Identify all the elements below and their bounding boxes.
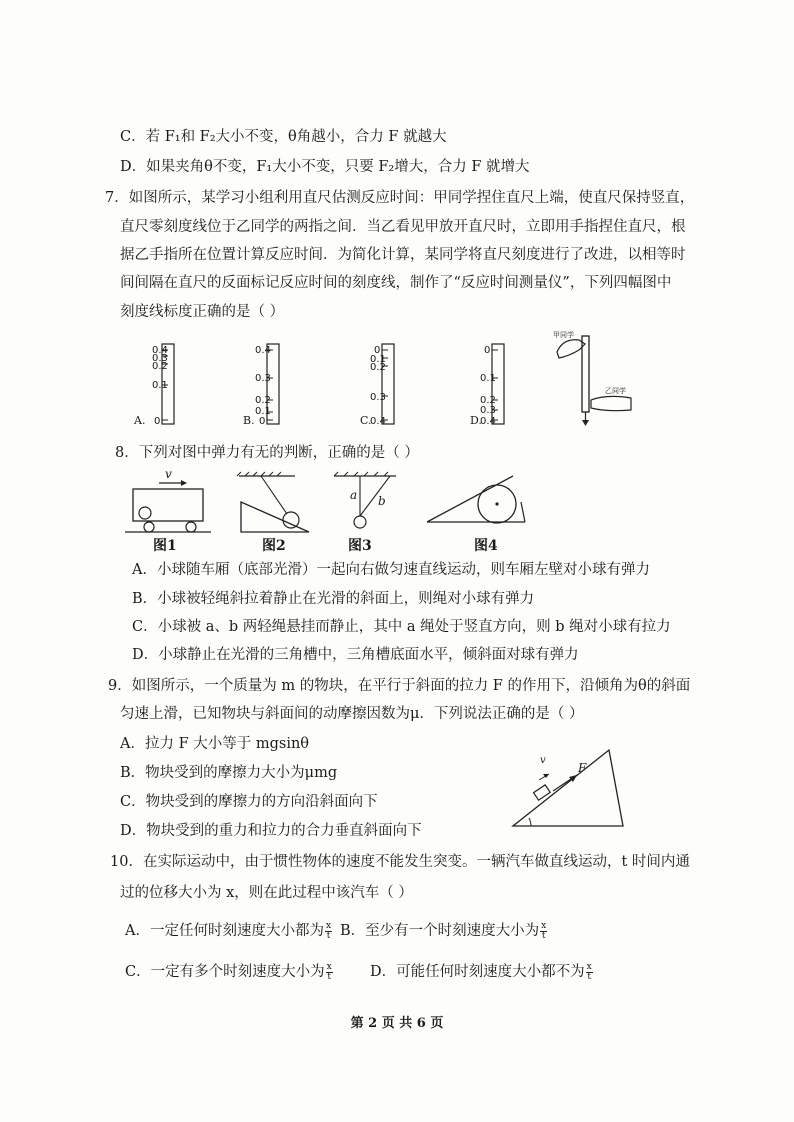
rope-a-label: a bbox=[350, 488, 358, 502]
fig-caption: 图3 bbox=[348, 538, 372, 554]
q6-option-c: C．若 F₁和 F₂大小不变，θ角越小，合力 F 就越大 bbox=[120, 129, 447, 145]
ruler-tick-label: 0.1 bbox=[152, 380, 168, 391]
q9-option-b: B．物块受到的摩擦力大小为μmg bbox=[120, 765, 338, 781]
velocity-label: v bbox=[165, 467, 172, 481]
fraction-numerator: x bbox=[586, 961, 592, 972]
q10-option-a-text: A．一定任何时刻速度大小都为 bbox=[125, 923, 324, 939]
q9-stem-line: 匀速上滑，已知物块与斜面间的动摩擦因数为μ．下列说法正确的是（ ） bbox=[120, 706, 584, 722]
q10-stem-line: 过的位移大小为 x，则在此过程中该汽车（ ） bbox=[120, 885, 413, 901]
q8-option-c: C．小球被 a、b 两轻绳悬挂而静止，其中 a 绳处于竖直方向，则 b 绳对小球有拉力 bbox=[132, 619, 671, 635]
q8-option-d: D．小球静止在光滑的三角槽中，三角槽底面水平，倾斜面对球有弹力 bbox=[132, 647, 579, 663]
q9-incline-figure bbox=[505, 748, 630, 833]
ruler-tick-label: 0.3 bbox=[480, 405, 496, 416]
q10-option-b bbox=[340, 921, 547, 941]
ruler-tick-label: 0.4 bbox=[370, 416, 386, 427]
q10-stem-line: 10．在实际运动中，由于惯性物体的速度不能发生突变。一辆汽车做直线运动，t 时间内通 bbox=[110, 854, 690, 870]
reaction-time-illustration bbox=[545, 330, 665, 430]
ruler-figure-d bbox=[470, 340, 530, 430]
ruler-figure-b bbox=[245, 340, 305, 430]
fraction-denominator: t bbox=[587, 971, 591, 982]
q8-option-b: B．小球被轻绳斜拉着静止在光滑的斜面上，则绳对小球有弹力 bbox=[132, 591, 535, 607]
q10-option-c-text: C．一定有多个时刻速度大小为 bbox=[125, 964, 325, 980]
fraction-x-over-t bbox=[326, 963, 333, 982]
fraction-denominator: t bbox=[327, 971, 331, 982]
q9-velocity-label: v bbox=[540, 755, 546, 766]
hand-label-yi: 乙同学 bbox=[605, 387, 626, 395]
fraction-denominator: t bbox=[541, 930, 546, 941]
hand-label-jia: 甲同学 bbox=[553, 331, 574, 339]
ruler-tick-label: 0 bbox=[484, 345, 491, 356]
fraction-numerator: x bbox=[326, 961, 332, 972]
ruler-tick-label: 0 bbox=[259, 416, 266, 427]
q9-option-c: C．物块受到的摩擦力的方向沿斜面向下 bbox=[120, 794, 378, 810]
q8-option-a: A．小球随车厢（底部光滑）一起向右做匀速直线运动，则车厢左壁对小球有弹力 bbox=[132, 562, 650, 578]
fraction-x-over-t bbox=[540, 922, 547, 941]
q10-option-c bbox=[125, 962, 333, 982]
ruler-tick-label: 0.2 bbox=[152, 361, 168, 372]
fraction-x-over-t bbox=[325, 922, 332, 941]
ruler-tick-label: 0.2 bbox=[480, 395, 496, 406]
q6-option-d: D．如果夹角θ不变，F₁大小不变，只要 F₂增大，合力 F 就增大 bbox=[120, 159, 530, 175]
ruler-tick-label: 0.4 bbox=[255, 345, 271, 356]
ruler-tick-label: 0.2 bbox=[370, 362, 386, 373]
q9-option-d: D．物块受到的重力和拉力的合力垂直斜面向下 bbox=[120, 823, 422, 839]
fig-caption: 图4 bbox=[474, 538, 498, 554]
ruler-tick-label: 0.3 bbox=[370, 392, 386, 403]
rope-b-label: b bbox=[378, 494, 386, 508]
fraction-numerator: x bbox=[541, 920, 547, 931]
ruler-tick-label: 0.1 bbox=[255, 406, 271, 417]
q7-stem-line: 间间隔在直尺的反面标记反应时间的刻度线，制作了“反应时间测量仪”，下列四幅图中 bbox=[120, 275, 672, 291]
fig-caption: 图1 bbox=[153, 538, 177, 554]
ruler-tick-label: 0.3 bbox=[255, 373, 271, 384]
q8-fig2-incline bbox=[235, 472, 315, 536]
ruler-tick-label: 0.4 bbox=[480, 416, 496, 427]
q9-force-label: F bbox=[578, 761, 587, 775]
ruler-tick-label: 0 bbox=[374, 345, 381, 356]
q10-option-d bbox=[370, 962, 593, 982]
q7-stem-line: 直尺零刻度线位于乙同学的两指之间．当乙看见甲放开直尺时，立即用手指捏住直尺，根 bbox=[120, 219, 686, 235]
q9-stem-line: 9．如图所示，一个质量为 m 的物块，在平行于斜面的拉力 F 的作用下，沿倾角为θ的斜面 bbox=[108, 678, 691, 694]
ruler-letter: B. bbox=[243, 414, 255, 427]
fig-caption: 图2 bbox=[262, 538, 286, 554]
q7-stem-line: 刻度线标度正确的是（ ） bbox=[120, 304, 285, 320]
q8-fig3-two-ropes bbox=[330, 472, 400, 536]
fraction-denominator: t bbox=[326, 930, 331, 941]
q8-fig1-cart bbox=[125, 467, 215, 535]
ruler-letter: C. bbox=[360, 414, 372, 427]
q7-stem-line: 据乙手指所在位置计算反应时间．为简化计算，某同学将直尺刻度进行了改进，以相等时 bbox=[120, 247, 686, 263]
fraction-x-over-t bbox=[586, 963, 593, 982]
page-footer: 第 2 页 共 6 页 bbox=[350, 1016, 444, 1031]
ruler-tick-label: 0.1 bbox=[480, 373, 496, 384]
q9-option-a: A．拉力 F 大小等于 mgsinθ bbox=[120, 736, 310, 752]
ruler-letter: A. bbox=[134, 414, 146, 427]
ruler-tick-label: 0.1 bbox=[370, 354, 386, 365]
q8-fig4-triangle-groove bbox=[425, 472, 530, 532]
ruler-tick-label: 0 bbox=[154, 416, 161, 427]
q7-stem-line: 7．如图所示，某学习小组利用直尺估测反应时间：甲同学捏住直尺上端，使直尺保持竖直， bbox=[105, 190, 695, 206]
q10-option-a bbox=[125, 921, 332, 941]
ruler-figure-c bbox=[360, 340, 420, 430]
ruler-figure-a bbox=[134, 340, 200, 430]
ruler-tick-label: 0.4 bbox=[152, 345, 168, 356]
q10-option-b-text: B．至少有一个时刻速度大小为 bbox=[340, 923, 540, 939]
fraction-numerator: x bbox=[325, 920, 332, 931]
ruler-letter: D. bbox=[470, 414, 482, 427]
ruler-tick-label: 0.2 bbox=[255, 395, 271, 406]
q10-option-d-text: D．可能任何时刻速度大小都不为 bbox=[370, 964, 585, 980]
ruler-tick-label: 0.3 bbox=[152, 353, 168, 364]
q8-stem: 8．下列对图中弹力有无的判断，正确的是（ ） bbox=[115, 445, 419, 461]
